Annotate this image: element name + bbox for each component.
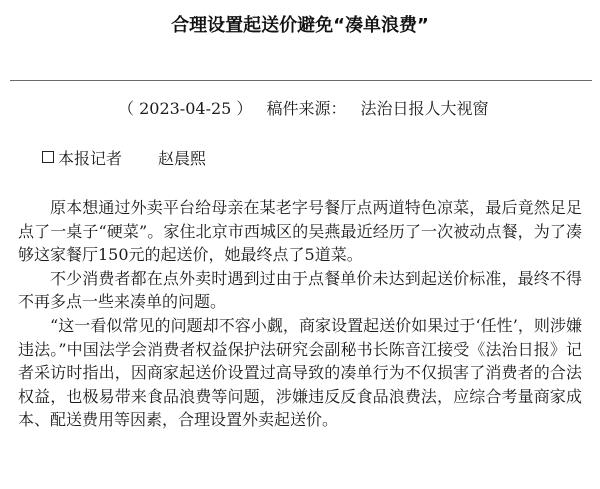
byline-name: 赵晨熙 bbox=[158, 149, 207, 168]
paragraph: 不少消费者都在点外卖时遇到过由于点餐单价未达到起送价标准，最终不得不再多点一些来凑单的问题。 bbox=[18, 268, 582, 312]
byline bbox=[42, 148, 206, 170]
article-meta bbox=[118, 98, 488, 120]
article-title: 合理设置起送价避免“凑单浪费” bbox=[171, 15, 429, 36]
square-bullet-icon bbox=[42, 151, 54, 163]
publish-date: （ 2023-04-25 ） bbox=[118, 99, 253, 118]
source-name: 法治日报人大视窗 bbox=[360, 99, 489, 118]
byline-role: 本报记者 bbox=[58, 149, 123, 168]
paragraph: “这一看似常见的问题却不容小觑，商家设置起送价如果过于‘任性’，则涉嫌违法。”中国法学会消费者权益保护法研究会副秘书长陈音江接受《法治日报》记者采访时指出，因商家起送价设置过高导致的凑单行为不仅损害了消费者的合法权益，也极易带来食品浪费等问题，涉嫌违反反食品浪费法，应综合考量商家成本、配送费用等因素，合理设置外卖起送价。 bbox=[18, 315, 582, 430]
paragraph: 原本想通过外卖平台给母亲在某老字号餐厅点两道特色凉菜，最后竟然足足点了一桌子“硬菜”。家住北京市西城区的吴燕最近经历了一次被动点餐，为了凑够这家餐厅150元的起送价，她最终点了5道菜。 bbox=[18, 198, 582, 265]
article-body bbox=[18, 196, 582, 432]
title-divider bbox=[10, 80, 592, 81]
source-label: 稿件来源： bbox=[266, 99, 347, 118]
